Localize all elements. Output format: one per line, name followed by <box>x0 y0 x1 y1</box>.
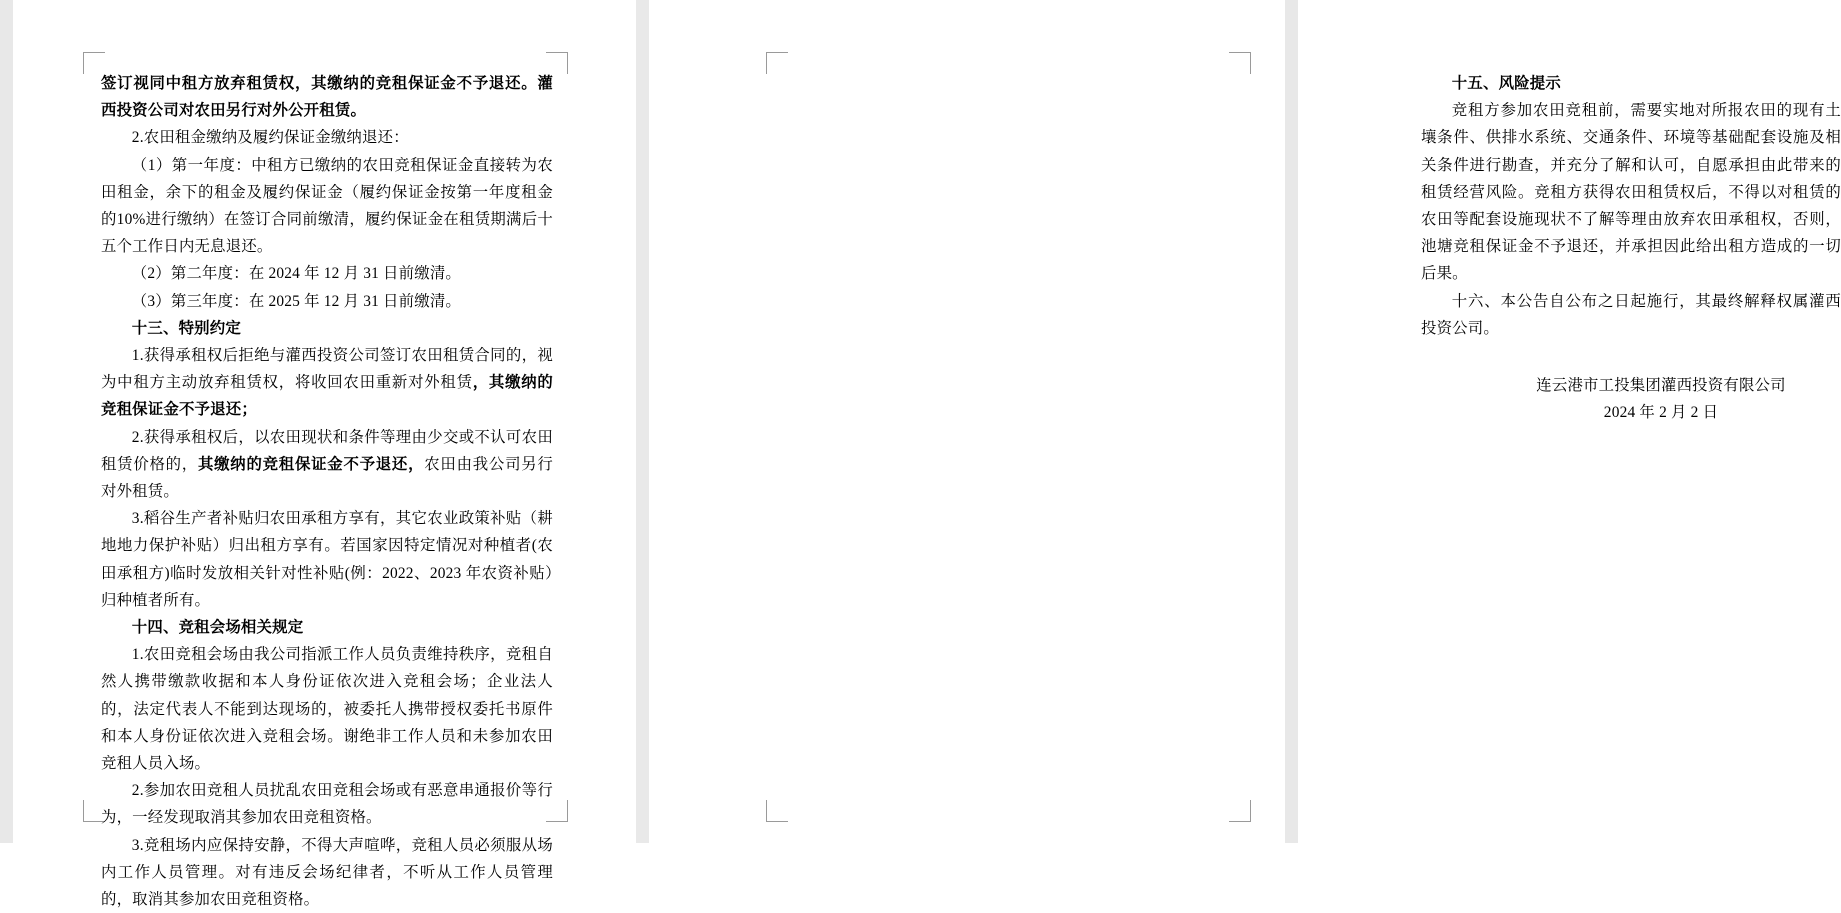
section-heading <box>101 315 553 342</box>
paragraph <box>1421 288 1841 342</box>
page-separator <box>636 0 649 843</box>
left-page-text-body <box>101 70 553 913</box>
body-text: 竞租方参加农田竞租前，需要实地对所报农田的现有土壤条件、供排水系统、交通条件、环境等基础配套设施及相关条件进行勘查，并充分了解和认可，自愿承担由此带来的租赁经营风险。竞租方获得农田租赁权后，不得以对租赁的农田等配套设施现状不了解等理由放弃农田承租权，否则，池塘竞租保证金不予退还，并承担因此给出租方造成的一切后果。 <box>1421 102 1841 283</box>
body-text: 1.农田竞租会场由我公司指派工作人员负责维持秩序，竞租自然人携带缴款收据和本人身份证依次进入竞租会场；企业法人的，法定代表人不能到达现场的，被委托人携带授权委托书原件和本人身份证依次进入竞租会场。谢绝非工作人员和未参加农田竞租人员入场。 <box>101 646 553 773</box>
body-text: 3.稻谷生产者补贴归农田承租方享有，其它农业政策补贴（耕地地力保护补贴）归出租方享有。若国家因特定情况对种植者(农田承租方)临时发放相关针对性补贴(例：2022、2023 年农资补贴）归种植者所有。 <box>101 510 553 609</box>
body-text: 十六、本公告自公布之日起施行，其最终解释权属灌西投资公司。 <box>1421 292 1841 337</box>
document-page-right <box>649 0 1841 843</box>
right-page-text-body <box>1421 70 1841 426</box>
emphasis-text: 签订视同中租方放弃租赁权，其缴纳的竞租保证金不予退 <box>101 75 506 92</box>
body-text: 1.获得承租权后拒绝与灌西投资公司签订农田租赁合同的，视为中租方主动放弃租赁权，将收回农田重新对外租赁 <box>101 347 553 392</box>
paragraph <box>101 832 553 913</box>
paragraph <box>101 777 553 831</box>
right-gutter <box>1285 0 1298 843</box>
body-text: （1）第一年度：中租方已缴纳的农田竞租保证金直接转为农田租金，余下的租金及履约保证金（履约保证金按第一年度租金的10%进行缴纳）在签订合同前缴清，履约保证金在租赁期满后十五个工作日内无息退还。 <box>101 156 553 256</box>
document-page-left <box>13 0 636 909</box>
emphasis-text: 还。灌西投资公司对农田另行对外公开租赁。 <box>101 75 553 120</box>
signature-company: 连云港市工投集团灌西投资有限公司 <box>1536 377 1786 395</box>
signature-date: 2024 年 2 月 2 日 <box>1603 404 1719 422</box>
paragraph <box>101 288 553 315</box>
paragraph <box>101 505 553 614</box>
paragraph <box>101 124 553 151</box>
paragraph <box>101 424 553 506</box>
section-heading <box>1421 70 1841 97</box>
paragraph <box>101 70 553 124</box>
emphasis-text: 十五、风险提示 <box>1451 75 1561 92</box>
body-text: （3）第三年度：在 2025 年 12 月 31 日前缴清。 <box>131 292 462 310</box>
body-text: 3.竞租场内应保持安静，不得大声喧哗，竞租人员必须服从场内工作人员管理。对有违反会场纪律者，不听从工作人员管理的，取消其参加农田竞租资格。 <box>101 836 553 909</box>
emphasis-text: 其缴纳的竞租保证金不予退还， <box>197 455 425 473</box>
paragraph <box>101 152 553 261</box>
body-text: 农田由我公司另行对外租赁。 <box>101 455 553 501</box>
body-text: 2.农田租金缴纳及履约保证金缴纳退还： <box>131 129 409 147</box>
signature-block <box>1421 372 1841 426</box>
paragraph <box>101 260 553 287</box>
section-heading <box>101 614 553 641</box>
paragraph <box>101 641 553 777</box>
emphasis-text: 十三、特别约定 <box>131 319 241 337</box>
body-text: 2.获得承租权后，以农田现状和条件等理由少交或不认可农田租赁价格的， <box>101 428 553 473</box>
body-text: 2.参加农田竞租人员扰乱农田竞租会场或有恶意串通报价等行为，一经发现取消其参加农田竞租资格。 <box>101 782 553 827</box>
paragraph <box>101 342 553 424</box>
emphasis-text: ，其缴纳的竞租保证金不予退还； <box>101 374 553 419</box>
body-text: （2）第二年度：在 2024 年 12 月 31 日前缴清。 <box>131 265 462 283</box>
paragraph <box>1421 97 1841 287</box>
left-gutter <box>0 0 13 843</box>
emphasis-text: 十四、竞租会场相关规定 <box>131 619 304 637</box>
